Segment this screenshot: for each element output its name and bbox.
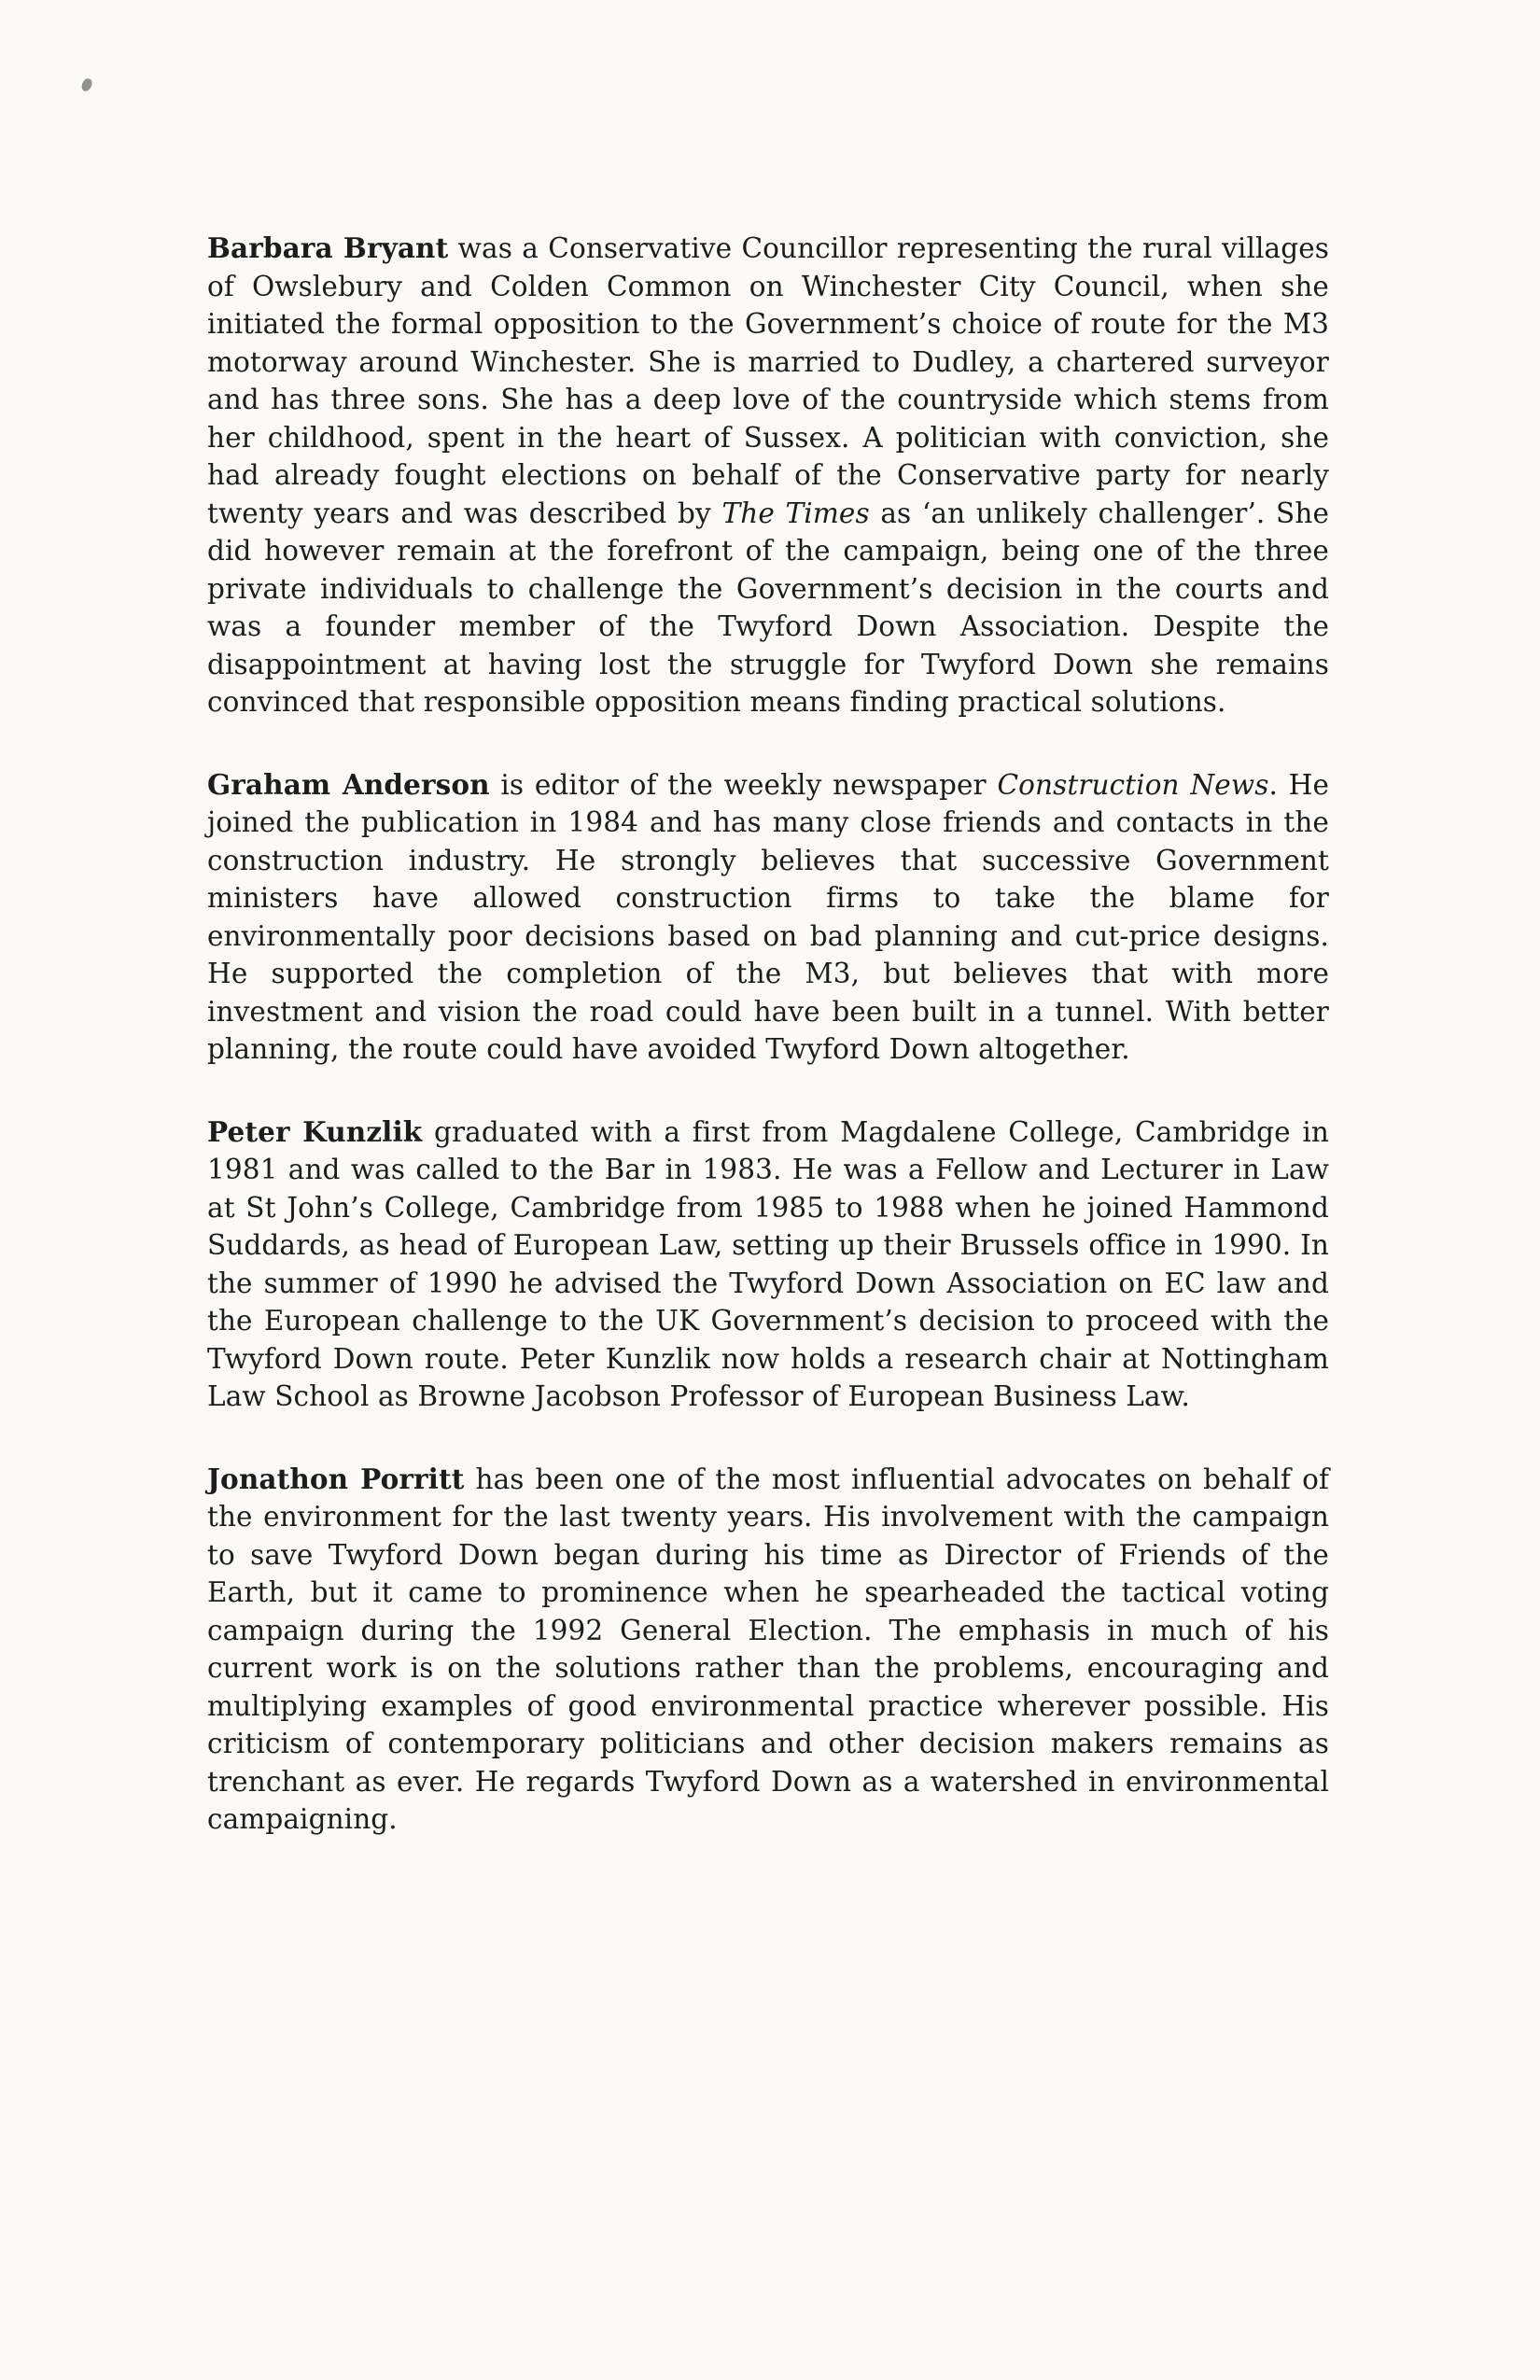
person-name: Jonathon Porritt <box>207 1462 465 1495</box>
bio-text: as ‘an unlikely challenger’. She did however remain at the forefront of the campaign, being one of the three private individuals to challenge the Government’s decision in the courts and was a founder member of the Twyford Down Association. Despite the disappointment at having lost the struggle for Twyford Down she remains convinced that responsible opposition means finding practical solutions. <box>207 497 1330 718</box>
person-name: Graham Anderson <box>207 767 490 801</box>
scan-artifact <box>80 77 93 92</box>
bio-paragraph-peter-kunzlik <box>207 1113 1329 1416</box>
bio-text: was a Conservative Councillor representing the rural villages of Owslebury and Colden Common on Winchester City Council, when she initiated the formal opposition to the Government’s choice of route for the M3 motorway around Winchester. She is married to Dudley, a chartered surveyor and has three sons. She has a deep love of the countryside which stems from her childhood, spent in the heart of Sussex. A politician with conviction, she had already fought elections on behalf of the Conservative party for nearly twenty years and was described by <box>207 232 1329 529</box>
bio-paragraph-graham-anderson <box>207 766 1329 1069</box>
bio-paragraph-jonathon-porritt <box>207 1461 1329 1839</box>
bio-text: graduated with a first from Magdalene College, Cambridge in 1981 and was called to the Bar in 1983. He was a Fellow and Lecturer in Law at St John’s College, Cambridge from 1985 to 1988 when he joined Hammond Suddards, as head of European Law, setting up their Brussels office in 1990. In the summer of 1990 he advised the Twyford Down Association on EC law and the European challenge to the UK Government’s decision to proceed with the Twyford Down route. Peter Kunzlik now holds a research chair at Nottingham Law School as Browne Jacobson Professor of European Business Law. <box>207 1115 1329 1412</box>
bio-text: is editor of the weekly newspaper <box>489 768 998 801</box>
publication-title: Construction News <box>997 768 1269 801</box>
person-name: Barbara Bryant <box>207 231 449 264</box>
bio-text: has been one of the most influential advocates on behalf of the environment for the last twenty years. His involvement with the campaign to save Twyford Down began during his time as Director of Friends of the Earth, but it came to prominence when he spearheaded the tactical voting campaign during the 1992 General Election. The emphasis in much of his current work is on the solutions rather than the problems, encouraging and multiplying examples of good environmental practice wherever possible. His criticism of contemporary politicians and other decision makers remains as trenchant as ever. He regards Twyford Down as a watershed in environmental campaigning. <box>207 1463 1329 1835</box>
publication-title: The Times <box>721 497 870 529</box>
bio-text: . He joined the publication in 1984 and has many close friends and contacts in the construction industry. He strongly believes that successive Government ministers have allowed construction firms to take the blame for environmentally poor decisions based on bad planning and cut-price designs. He supported the completion of the M3, but believes that with more investment and vision the road could have been built in a tunnel. With better planning, the route could have avoided Twyford Down altogether. <box>207 768 1330 1065</box>
biographies-text-block <box>207 230 1329 1839</box>
person-name: Peter Kunzlik <box>207 1114 423 1148</box>
bio-paragraph-barbara-bryant <box>207 230 1329 721</box>
